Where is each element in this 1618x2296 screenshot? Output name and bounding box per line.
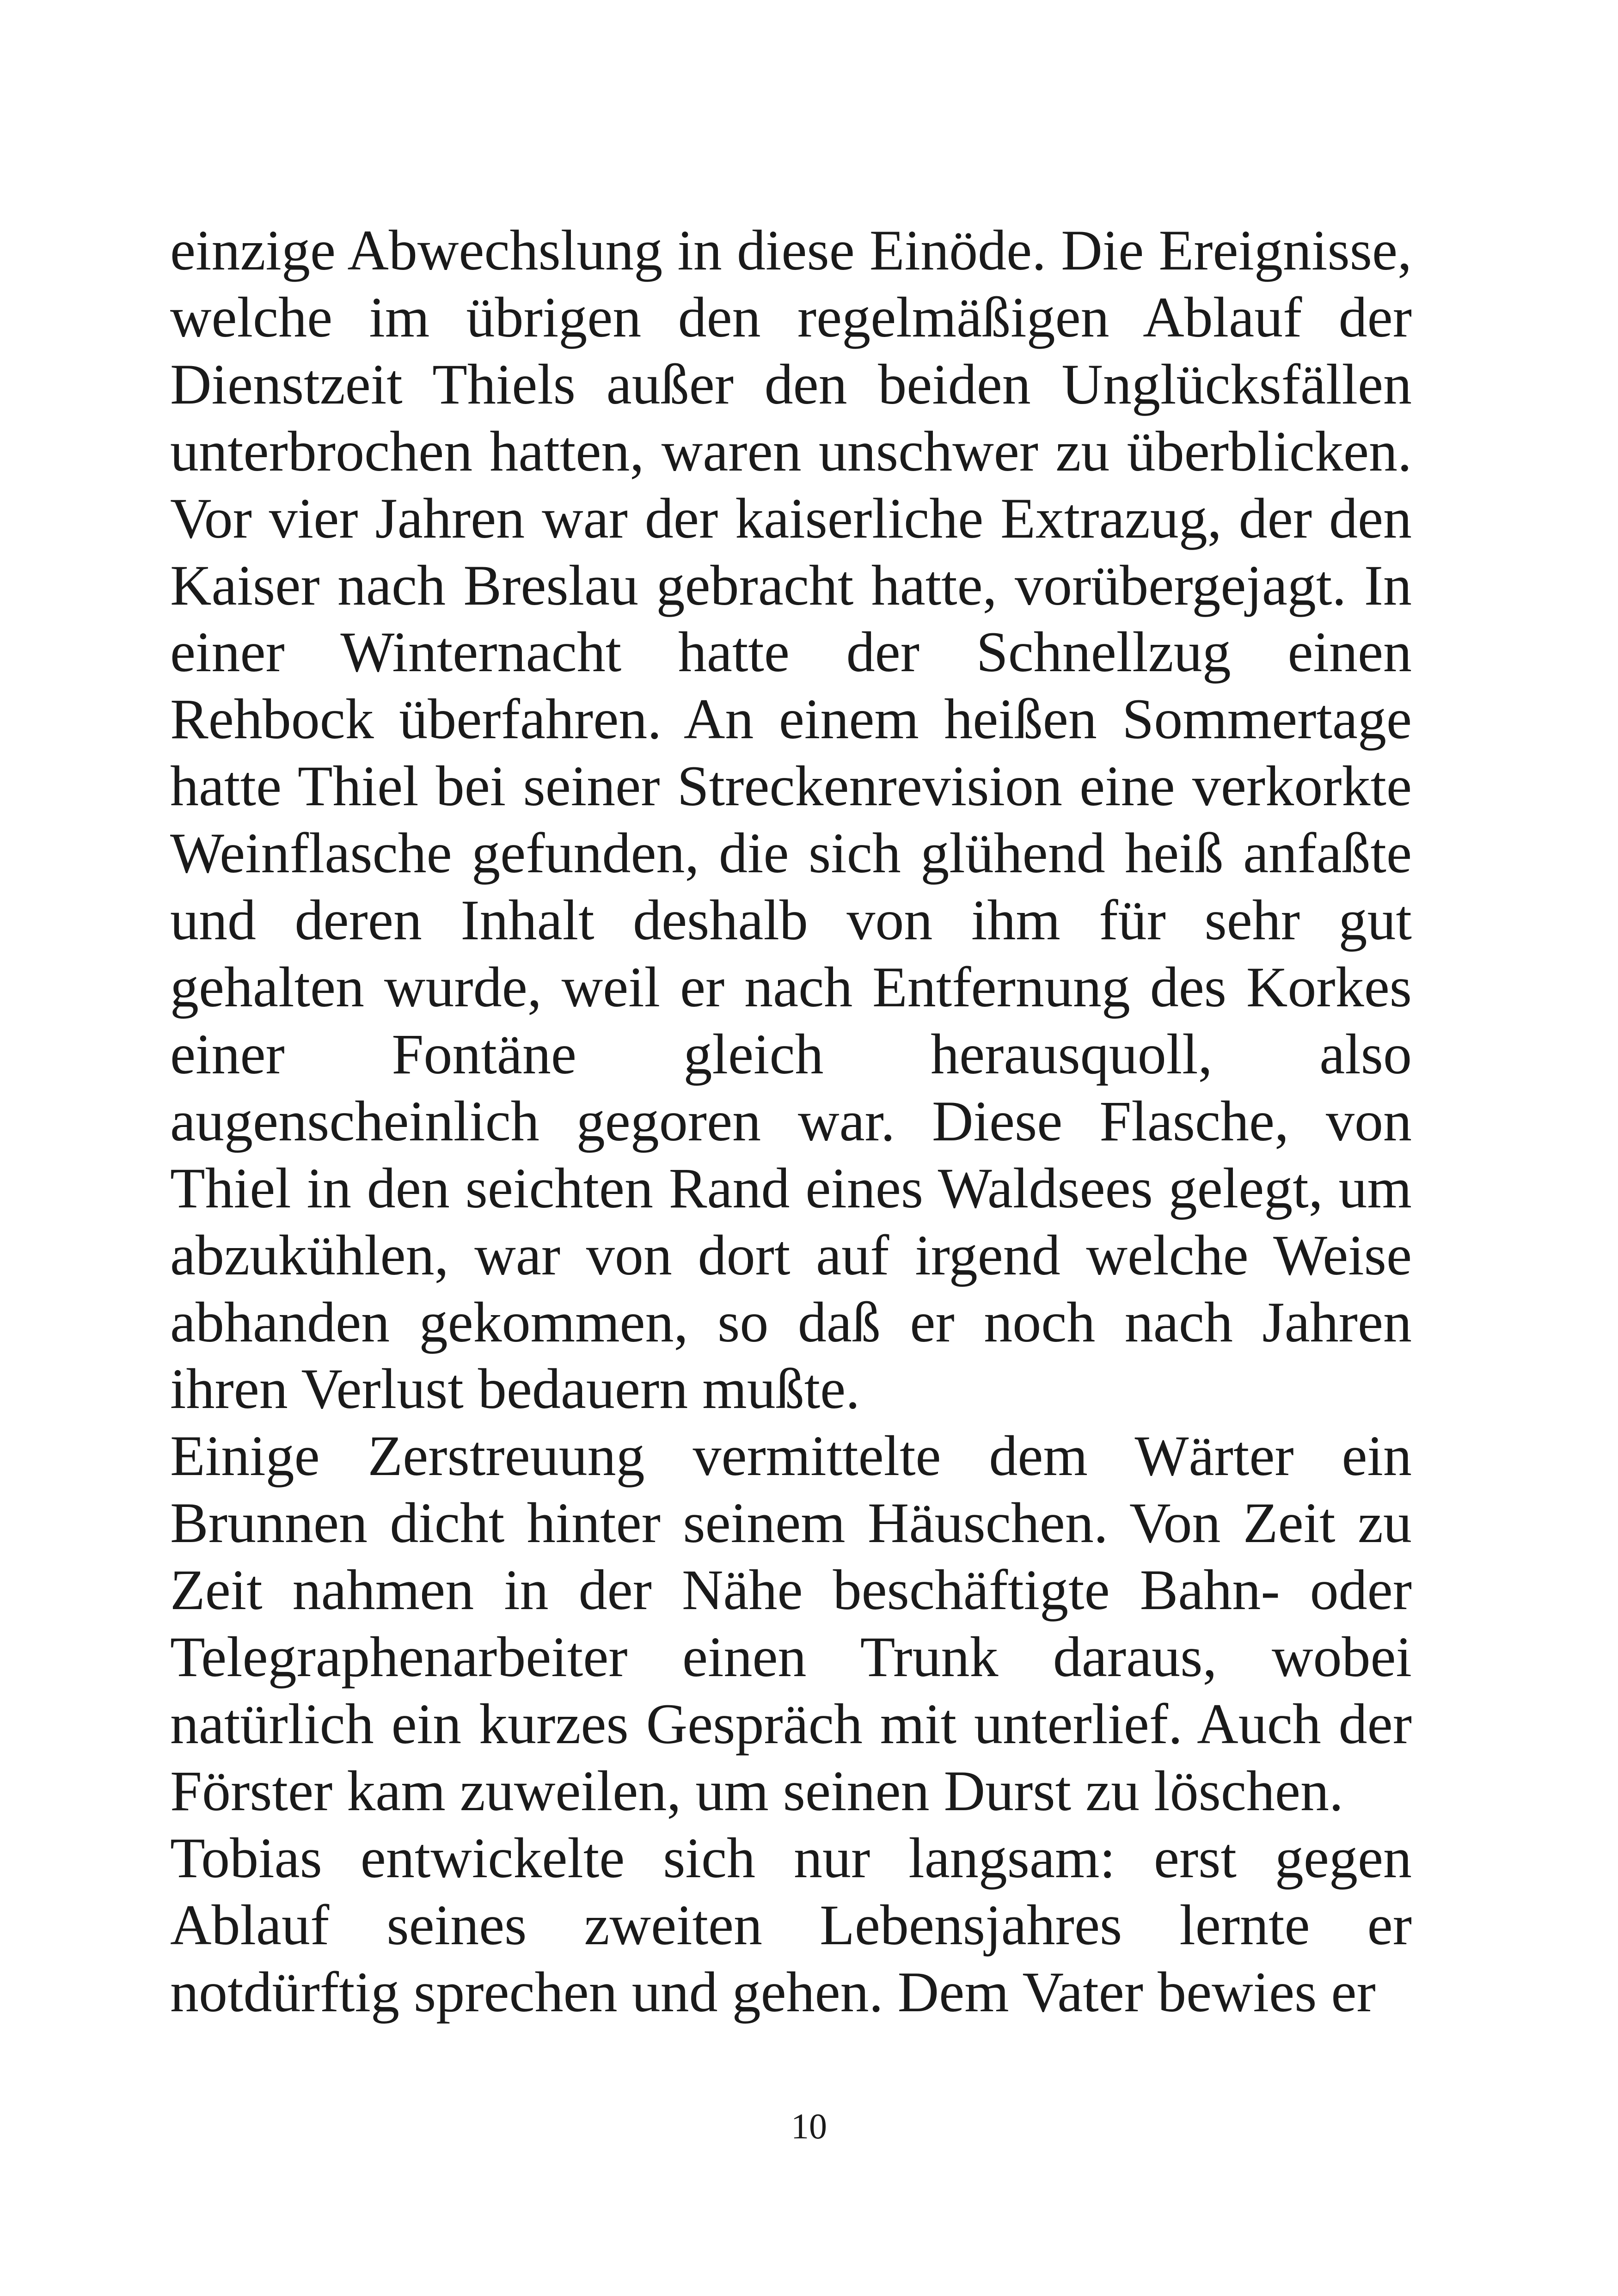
page-number: 10 [791,2106,827,2146]
paragraph-1: einzige Abwechslung in diese Einöde. Die Ereignisse, welche im übrigen den regelmäßigen Ablauf der Dienstzeit Thiels außer den beiden Unglücksfällen unterbrochen hatten, waren unschwer zu überblicken. Vor vier Jahren war der kaiserliche Extrazug, der den Kaiser nach Breslau gebracht hatte, vorübergejagt. In einer Winternacht hatte der Schnellzug einen Rehbock überfahren. An einem heißen Sommertage hatte Thiel bei seiner Streckenrevision eine verkorkte Weinflasche gefunden, die sich glühend heiß anfaßte und deren Inhalt deshalb von ihm für sehr gut gehalten wurde, weil er nach Entfernung des Korkes einer Fontäne gleich herausquoll, also augenscheinlich gegoren war. Diese Flasche, von Thiel in den seichten Rand eines Waldsees gelegt, um abzukühlen, war von dort auf irgend welche Weise abhanden gekommen, so daß er noch nach Jahren ihren Verlust bedauern mußte. [170,219,1412,1421]
paragraph-2: Einige Zerstreuung vermittelte dem Wärter ein Brunnen dicht hinter seinem Häuschen. Von Zeit zu Zeit nahmen in der Nähe beschäftigte Bahn- oder Telegraphenarbeiter einen Trunk daraus, wobei natürlich ein kurzes Gespräch mit unterlief. Auch der Förster kam zuweilen, um seinen Durst zu löschen. [170,1424,1412,1823]
paragraph-3: Tobias entwickelte sich nur langsam: erst gegen Ablauf seines zweiten Lebensjahres lernte er notdürftig sprechen und gehen. Dem Vater bewies er [170,1826,1412,2024]
body-text [170,217,1412,2026]
